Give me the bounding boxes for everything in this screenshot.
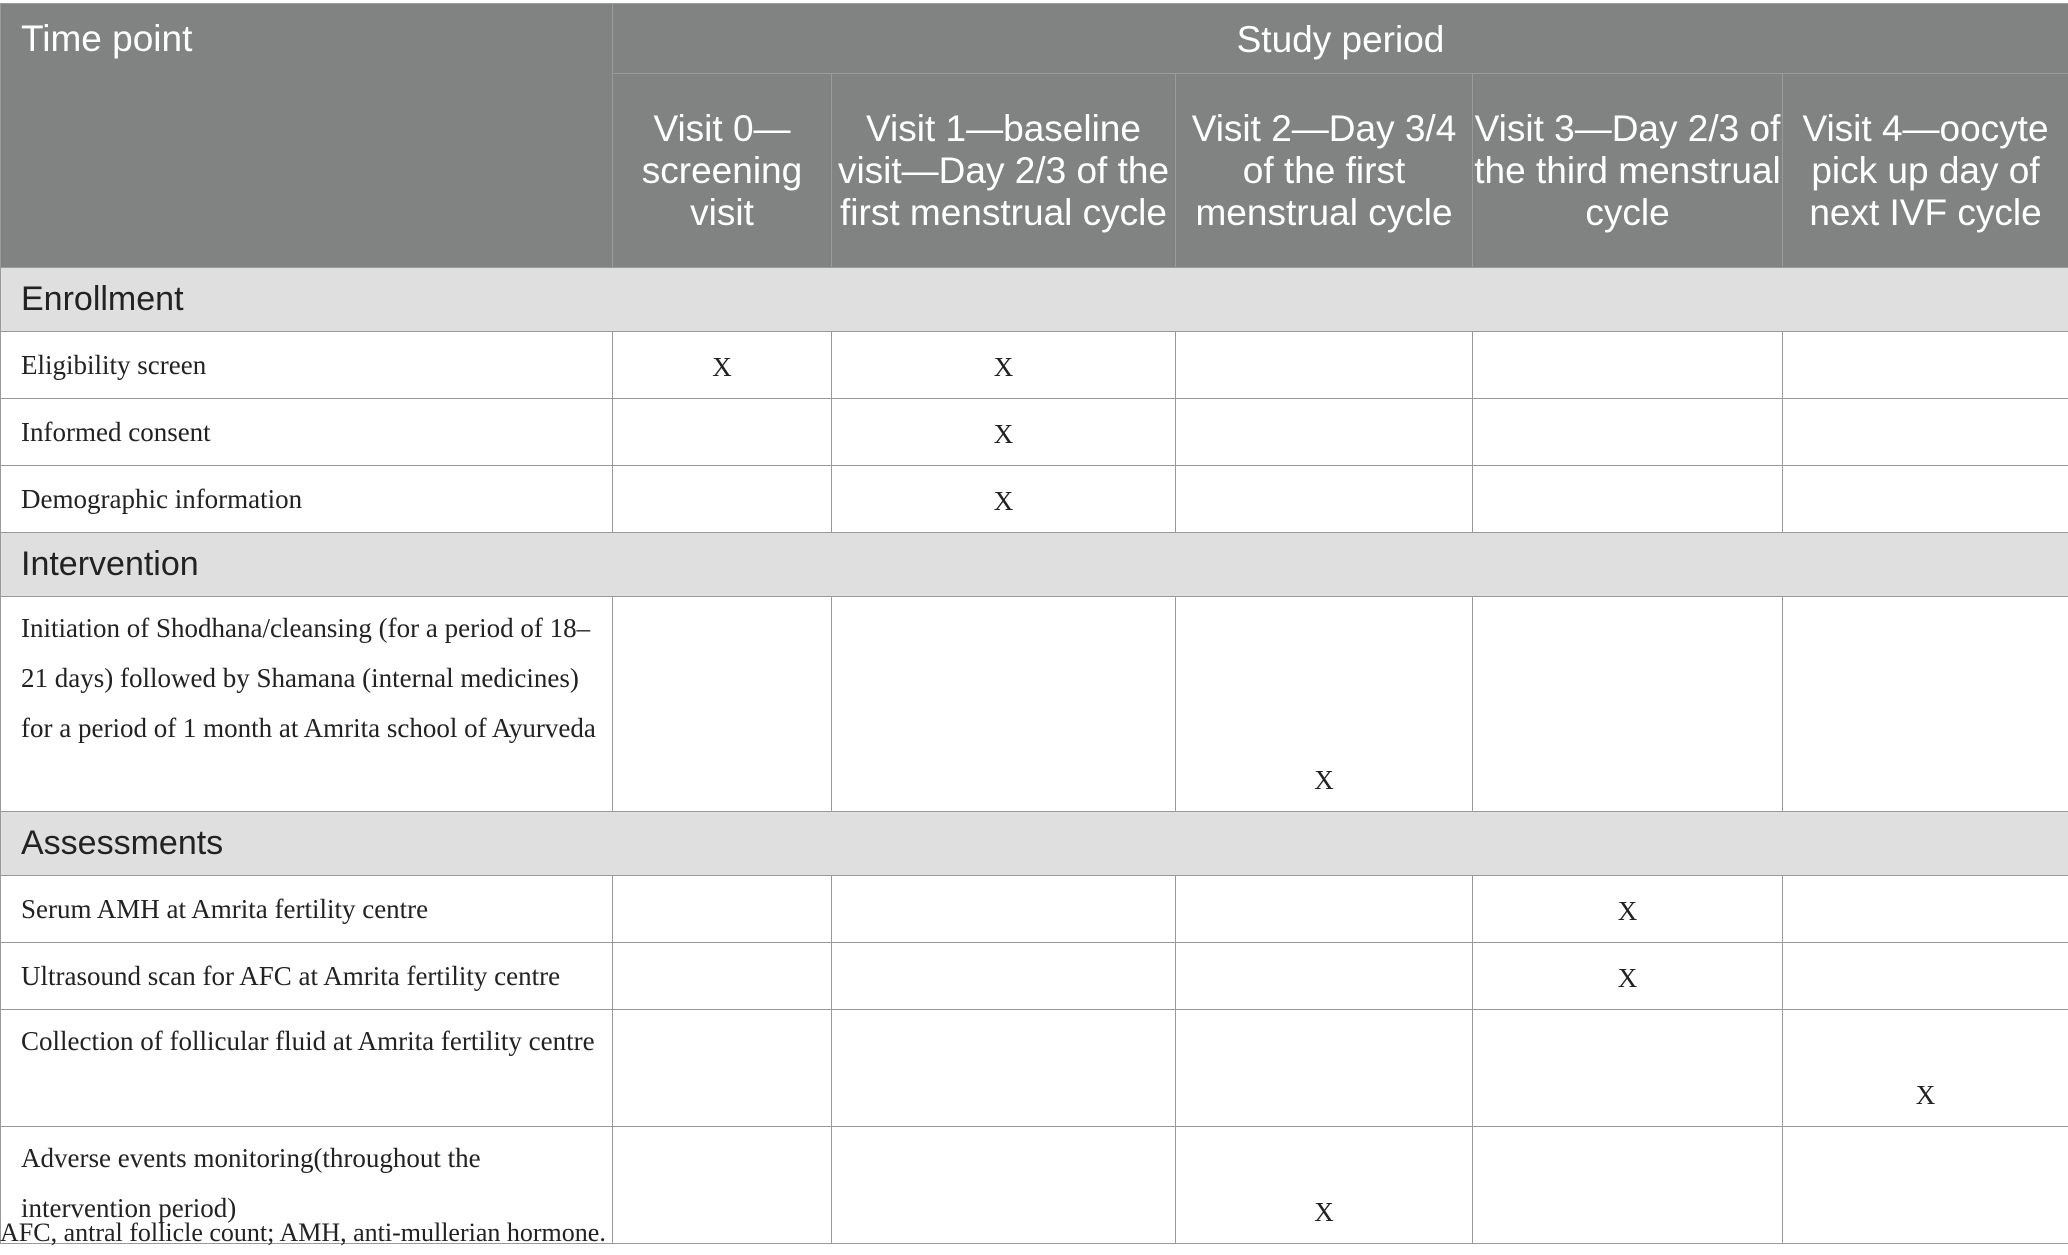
visit-1-header: Visit 1—baseline visit—Day 2/3 of the first menstrual cycle bbox=[832, 74, 1176, 268]
study-period-header: Study period bbox=[613, 4, 2068, 74]
study-schedule-table bbox=[0, 3, 2068, 1244]
table-footnote: AFC, antral follicle count; AMH, anti-mullerian hormone. bbox=[0, 1218, 606, 1247]
cell-mark bbox=[1783, 876, 2068, 943]
row-label: Demographic information bbox=[1, 466, 613, 533]
cell-mark bbox=[1473, 1010, 1783, 1127]
cell-mark bbox=[832, 943, 1176, 1010]
cell-mark: X bbox=[1176, 1127, 1473, 1244]
cell-mark bbox=[1473, 332, 1783, 399]
cell-mark bbox=[1176, 943, 1473, 1010]
cell-mark bbox=[613, 1127, 832, 1244]
row-label: Adverse events monitoring(throughout the intervention period) bbox=[1, 1127, 613, 1244]
cell-mark bbox=[613, 466, 832, 533]
cell-mark bbox=[832, 597, 1176, 812]
cell-mark: X bbox=[832, 399, 1176, 466]
visit-3-header: Visit 3—Day 2/3 of the third menstrual cycle bbox=[1473, 74, 1783, 268]
row-label: Eligibility screen bbox=[1, 332, 613, 399]
table-row bbox=[1, 332, 2068, 399]
cell-mark: X bbox=[1176, 597, 1473, 812]
cell-mark bbox=[832, 876, 1176, 943]
cell-mark: X bbox=[1783, 1010, 2068, 1127]
cell-mark bbox=[613, 399, 832, 466]
visit-4-header: Visit 4—oocyte pick up day of next IVF cycle bbox=[1783, 74, 2068, 268]
section-title-assessments: Assessments bbox=[1, 812, 2068, 876]
cell-mark: X bbox=[832, 332, 1176, 399]
table-row bbox=[1, 466, 2068, 533]
cell-mark bbox=[1783, 943, 2068, 1010]
cell-mark bbox=[1783, 466, 2068, 533]
cell-mark bbox=[1176, 466, 1473, 533]
cell-mark bbox=[613, 597, 832, 812]
row-label: Collection of follicular fluid at Amrita fertility centre bbox=[1, 1010, 613, 1127]
cell-mark bbox=[1176, 1010, 1473, 1127]
time-point-header: Time point bbox=[1, 4, 613, 268]
cell-mark: X bbox=[613, 332, 832, 399]
cell-mark bbox=[1783, 332, 2068, 399]
row-label: Serum AMH at Amrita fertility centre bbox=[1, 876, 613, 943]
cell-mark bbox=[1473, 1127, 1783, 1244]
cell-mark: X bbox=[832, 466, 1176, 533]
table-row bbox=[1, 876, 2068, 943]
cell-mark bbox=[1176, 876, 1473, 943]
cell-mark: X bbox=[1473, 876, 1783, 943]
cell-mark bbox=[613, 943, 832, 1010]
cell-mark bbox=[1473, 597, 1783, 812]
cell-mark bbox=[1783, 399, 2068, 466]
table-row bbox=[1, 597, 2068, 812]
table-row bbox=[1, 1010, 2068, 1127]
cell-mark bbox=[613, 876, 832, 943]
table-row bbox=[1, 943, 2068, 1010]
cell-mark bbox=[1176, 399, 1473, 466]
cell-mark bbox=[832, 1010, 1176, 1127]
cell-mark bbox=[832, 1127, 1176, 1244]
section-title-intervention: Intervention bbox=[1, 533, 2068, 597]
cell-mark: X bbox=[1473, 943, 1783, 1010]
cell-mark bbox=[1473, 466, 1783, 533]
visit-2-header: Visit 2—Day 3/4 of the first menstrual cycle bbox=[1176, 74, 1473, 268]
section-title-enrollment: Enrollment bbox=[1, 268, 2068, 332]
row-label: Initiation of Shodhana/cleansing (for a period of 18–21 days) followed by Shamana (internal medicines) for a period of 1 month at Amrita school of Ayurveda bbox=[1, 597, 613, 812]
cell-mark bbox=[1783, 597, 2068, 812]
cell-mark bbox=[613, 1010, 832, 1127]
cell-mark bbox=[1783, 1127, 2068, 1244]
cell-mark bbox=[1176, 332, 1473, 399]
table-row bbox=[1, 399, 2068, 466]
cell-mark bbox=[1473, 399, 1783, 466]
row-label: Ultrasound scan for AFC at Amrita fertility centre bbox=[1, 943, 613, 1010]
visit-0-header: Visit 0—screening visit bbox=[613, 74, 832, 268]
row-label: Informed consent bbox=[1, 399, 613, 466]
